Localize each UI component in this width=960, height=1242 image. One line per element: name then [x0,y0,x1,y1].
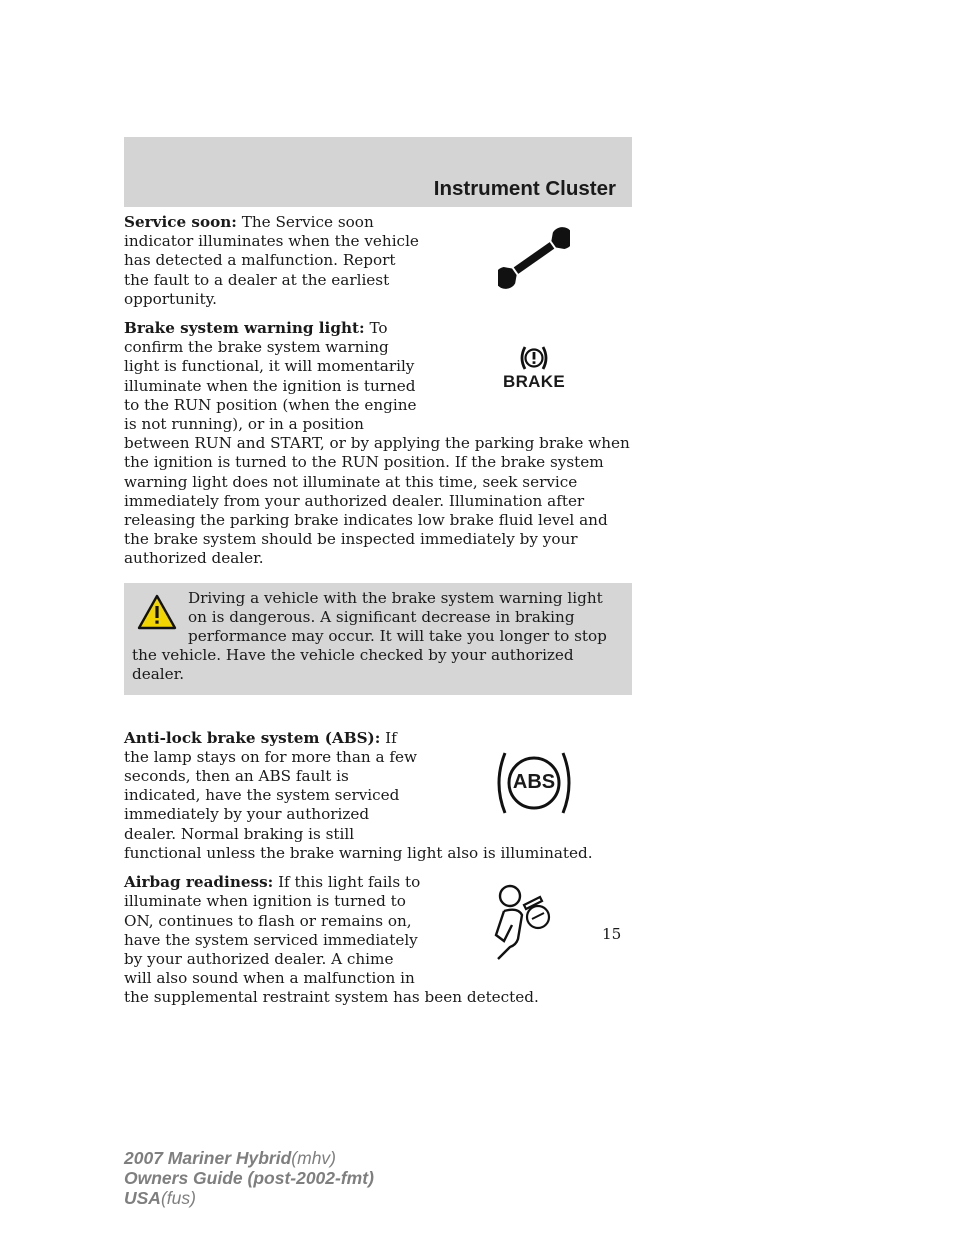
airbag-figure [436,873,632,973]
footer-line-3 [124,1188,374,1208]
page-number: 15 [602,925,622,943]
service-soon-section [124,213,632,309]
section-title: Instrument Cluster [433,177,616,200]
footer-line-1 [124,1148,374,1168]
abs-text: If the lamp stays on for more than a few seconds, then an ABS fault is indicated, have the system serviced immediately by your authorized dealer. Normal braking is still functional unless the brake warning light also is illuminated. [124,728,593,862]
abs-icon-label: ABS [512,771,556,794]
abs-section [124,729,632,863]
warning-triangle-icon [136,593,178,631]
brake-warning-section [124,319,632,569]
airbag-section [124,873,632,1007]
abs-term: Anti-lock brake system (ABS): [124,728,381,747]
warning-text: Driving a vehicle with the brake system warning light on is dangerous. A significant decrease in braking performance may occur. It will take you longer to stop the vehicle. Have the vehicle checked by your authorized dealer. [132,588,607,684]
section-header-band [124,137,632,207]
wrench-icon [498,227,570,289]
footer [124,1148,374,1208]
brake-warning-icon [517,345,551,371]
wrench-figure [436,213,632,303]
footer-model: 2007 Mariner Hybrid [124,1148,292,1168]
brake-warning-term: Brake system warning light: [124,319,365,338]
brake-warning-text: To confirm the brake system warning light is functional, it will momentarily illuminate when the ignition is turned to the RUN position (when the engine is not running), or in a position between RUN and START, or by applying the parking brake when the ignition is turned to the RUN position. If the brake system warning light does not illuminate at this time, seek service immediately from your authorized dealer. Illumination after releasing the parking brake indicates low brake fluid level and the brake system should be inspected immediately by your authorized dealer. [124,319,630,568]
airbag-text: If this light fails to illuminate when ignition is turned to ON, continues to flash or remains on, have the system serviced immediately by your authorized dealer. A chime will also sound when a malfunction in the supplemental restraint system has been detected. [124,873,539,1007]
footer-guide: Owners Guide (post-2002-fmt) [124,1168,374,1188]
airbag-icon [488,883,580,963]
footer-market-code: (fus) [160,1188,196,1208]
service-soon-text: The Service soon indicator illuminates when the vehicle has detected a malfunction. Report the fault to a dealer at the earliest opportunity. [124,213,419,308]
brake-figure [436,319,632,417]
brake-icon-label: BRAKE [503,371,565,391]
warning-notice [124,583,632,695]
footer-market: USA [124,1188,161,1208]
abs-figure [436,729,632,837]
page-content [124,213,632,1018]
airbag-term: Airbag readiness: [124,873,274,892]
footer-model-code: (mhv) [291,1148,337,1168]
service-soon-term: Service soon: [124,213,237,231]
footer-line-2 [124,1168,374,1188]
